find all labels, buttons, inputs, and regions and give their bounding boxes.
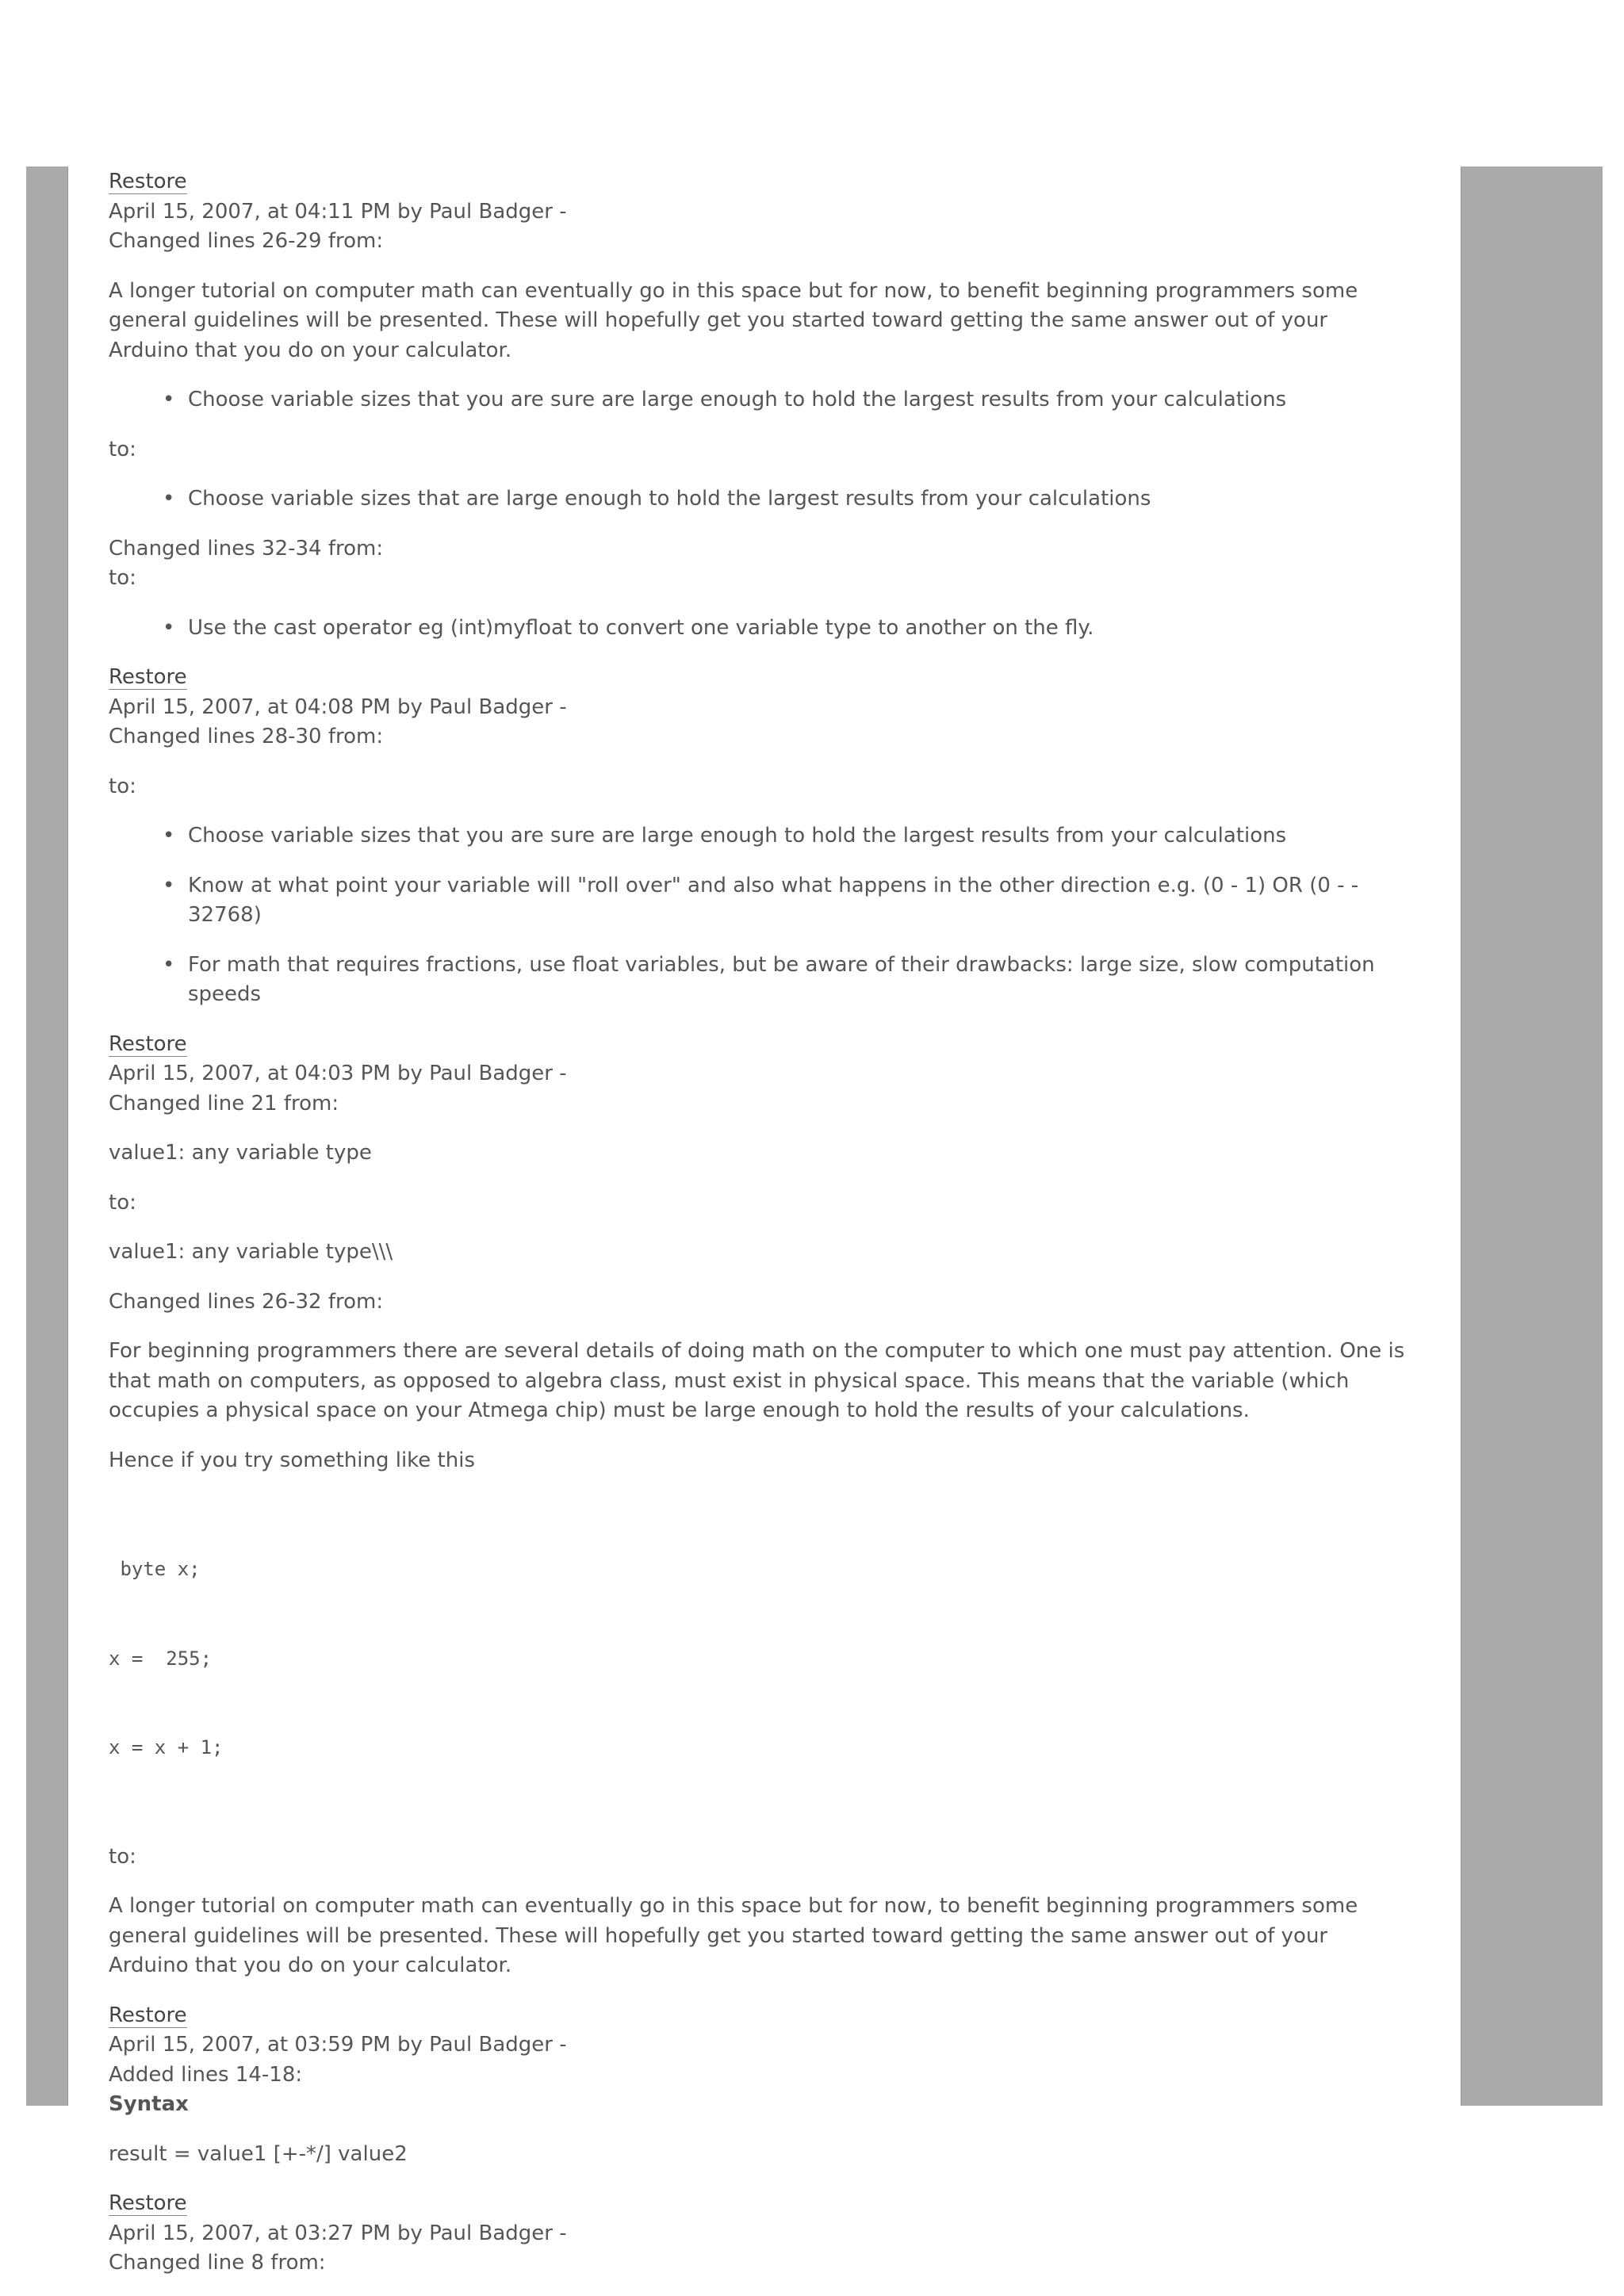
list-item: • Choose variable sizes that are large enough to hold the largest results from your calculations <box>188 484 1413 515</box>
restore-link[interactable]: Restore <box>109 665 187 689</box>
diff-paragraph: result = value1 [+-*/] value2 <box>109 2141 408 2166</box>
code-block <box>109 1495 1413 1823</box>
syntax-heading: Syntax <box>109 2092 189 2116</box>
diff-to-label: to: <box>109 437 136 461</box>
list-item: • Choose variable sizes that you are sure are large enough to hold the largest results from your calculations <box>188 821 1413 851</box>
change-summary: Changed lines 26-32 from: <box>109 1289 384 1314</box>
list-item: • For math that requires fractions, use float variables, but be aware of their drawbacks: large size, slow computation speeds <box>188 951 1413 1010</box>
diff-paragraph: Hence if you try something like this <box>109 1448 475 1472</box>
revision-date: April 15, 2007, at 04:08 PM by Paul Badger - <box>109 695 567 719</box>
list-item: • Use the cast operator eg (int)myfloat to convert one variable type to another on the fly. <box>188 614 1413 644</box>
change-summary: Added lines 14-18: <box>109 2062 303 2087</box>
restore-link[interactable]: Restore <box>109 2003 187 2027</box>
change-summary: Changed line 21 from: <box>109 1091 339 1115</box>
list-item: • Choose variable sizes that you are sure are large enough to hold the largest results from your calculations <box>188 385 1413 415</box>
diff-paragraph: For beginning programmers there are several details of doing math on the computer to which one must pay attention. One is that math on computers, as opposed to algebra class, must exist in physical space. This means that the variable (which occupies a physical space on your Atmega chip) must be large enough to hold the results of your calculations. <box>109 1339 1405 1422</box>
left-sidebar-bar <box>26 166 68 2106</box>
revision-date: April 15, 2007, at 03:27 PM by Paul Badger - <box>109 2221 567 2245</box>
right-sidebar-bar <box>1461 166 1603 2106</box>
revision-history <box>109 167 1413 2279</box>
revision-date: April 15, 2007, at 03:59 PM by Paul Badger - <box>109 2033 567 2057</box>
code-line: x = 255; <box>109 1647 213 1670</box>
restore-link[interactable]: Restore <box>109 1031 187 1056</box>
diff-list <box>109 821 1413 1010</box>
diff-list <box>109 484 1413 515</box>
change-summary: Changed line 8 from: <box>109 2251 326 2275</box>
change-summary: Changed lines 32-34 from: <box>109 536 384 561</box>
code-line: byte x; <box>109 1558 201 1580</box>
list-item: • Know at what point your variable will "roll over" and also what happens in the other direction e.g. (0 - 1) OR (0 - - 32768) <box>188 871 1413 931</box>
code-line: x = x + 1; <box>109 1736 224 1758</box>
diff-paragraph: A longer tutorial on computer math can eventually go in this space but for now, to benefit beginning programmers some general guidelines will be presented. These will hopefully get you started toward getting the same answer out of your Arduino that you do on your calculator. <box>109 1894 1358 1977</box>
diff-list <box>109 385 1413 415</box>
diff-to-label: to: <box>109 1844 136 1869</box>
revision-date: April 15, 2007, at 04:11 PM by Paul Badger - <box>109 199 567 224</box>
diff-line: value1: any variable type <box>109 1141 372 1165</box>
diff-paragraph: A longer tutorial on computer math can eventually go in this space but for now, to benefit beginning programmers some general guidelines will be presented. These will hopefully get you started toward getting the same answer out of your Arduino that you do on your calculator. <box>109 278 1358 362</box>
revision-date: April 15, 2007, at 04:03 PM by Paul Badger - <box>109 1062 567 1085</box>
diff-to-label: to: <box>109 774 136 798</box>
change-summary: Changed lines 26-29 from: <box>109 229 384 253</box>
diff-line: value1: any variable type\\\ <box>109 1240 393 1264</box>
restore-link[interactable]: Restore <box>109 170 187 193</box>
restore-link[interactable]: Restore <box>109 2191 187 2215</box>
diff-list <box>109 614 1413 644</box>
diff-to-label: to: <box>109 1190 136 1215</box>
diff-to-label: to: <box>109 566 136 590</box>
change-summary: Changed lines 28-30 from: <box>109 725 384 748</box>
